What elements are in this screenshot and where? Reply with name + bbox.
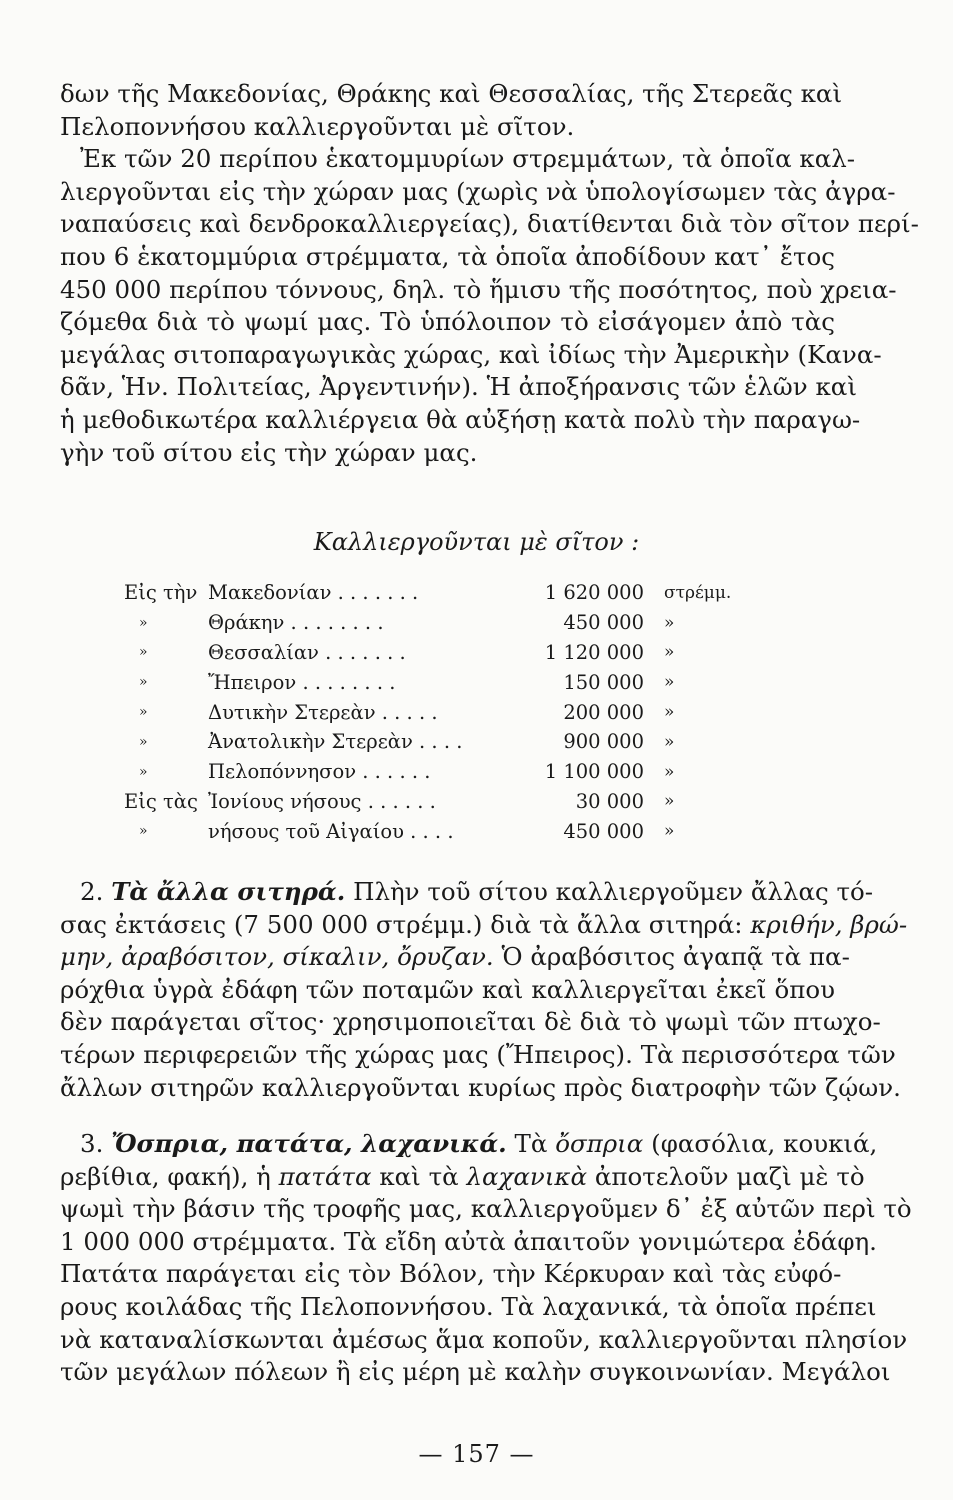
region-name: Δυτικὴν Στερεὰν bbox=[208, 700, 376, 724]
region-name: Πελοπόννησον bbox=[208, 760, 357, 784]
area-value: 1 120 000 bbox=[544, 640, 644, 664]
table-row bbox=[124, 787, 764, 817]
area-unit: στρέμμ. bbox=[664, 582, 732, 603]
text-line: μεγάλας σιτοπαραγωγικὰς χώρας, καὶ ἰδίως τὴν Ἀμερικὴν (Κανα- bbox=[60, 339, 882, 369]
text-line: ναπαύσεις καὶ δενδροκαλλιεργείας), διατίθενται διὰ τὸν σῖτον περί- bbox=[60, 209, 919, 239]
leader-dots: . . . . . . bbox=[367, 789, 436, 813]
area-unit: » bbox=[664, 642, 675, 663]
wheat-table-title: Καλλιεργοῦνται μὲ σῖτον : bbox=[313, 528, 640, 556]
area-unit: » bbox=[664, 731, 675, 752]
text-line: Πατάτα παράγεται εἰς τὸν Βόλον, τὴν Κέρκυραν καὶ τὰς εὐφό- bbox=[60, 1259, 842, 1289]
area-unit: » bbox=[664, 612, 675, 633]
text-line: τῶν μεγάλων πόλεων ἢ εἰς μέρη μὲ καλὴν συγκοινωνίαν. Μεγάλοι bbox=[60, 1357, 891, 1387]
text-line: γὴν τοῦ σίτου εἰς τὴν χώραν μας. bbox=[60, 437, 478, 467]
ditto-mark: » bbox=[139, 644, 148, 661]
area-unit: » bbox=[664, 672, 675, 693]
ditto-mark: » bbox=[139, 763, 148, 780]
area-unit: » bbox=[664, 791, 675, 812]
table-row bbox=[124, 757, 764, 787]
text-line: δᾶν, Ἡν. Πολιτείας, Ἀργεντινήν). Ἡ ἀποξήρανσις τῶν ἑλῶν καὶ bbox=[60, 372, 857, 402]
section-heading: Τὰ ἄλλα σιτηρά. bbox=[111, 877, 346, 906]
leader-dots: . . . . bbox=[410, 819, 454, 843]
area-value: 30 000 bbox=[575, 789, 644, 813]
area-value: 450 000 bbox=[563, 819, 644, 843]
text-line: που 6 ἑκατομμύρια στρέμματα, τὰ ὁποῖα ἀποδίδουν κατ᾽ ἔτος bbox=[60, 241, 835, 271]
leader-dots: . . . . . . bbox=[362, 760, 431, 784]
area-value: 1 100 000 bbox=[544, 760, 644, 784]
text-line: τέρων περιφερειῶν τῆς χώρας μας (Ἤπειρος). Τὰ περισσότερα τῶν bbox=[60, 1039, 896, 1069]
section-legumes-potato-vegetables bbox=[60, 1128, 912, 1389]
leader-dots: . . . . . bbox=[381, 700, 438, 724]
ditto-mark: » bbox=[139, 704, 148, 721]
wheat-distribution-table bbox=[124, 578, 764, 846]
text-line: ζόμεθα διὰ τὸ ψωμί μας. Τὸ ὑπόλοιπον τὸ εἰσάγομεν ἀπὸ τὰς bbox=[60, 307, 835, 337]
table-row bbox=[124, 667, 764, 697]
ditto-mark: » bbox=[139, 674, 148, 691]
text-line: λιεργοῦνται εἰς τὴν χώραν μας (χωρὶς νὰ ὑπολογίσωμεν τὰς ἀγρα- bbox=[60, 176, 896, 206]
table-row bbox=[124, 727, 764, 757]
ditto-mark: » bbox=[139, 614, 148, 631]
text-line: ἡ μεθοδικωτέρα καλλιέργεια θὰ αὐξήσῃ κατὰ πολὺ τὴν παραγω- bbox=[60, 404, 861, 434]
leader-dots: . . . . . . . . bbox=[302, 670, 396, 694]
section-number: 3. bbox=[80, 1129, 104, 1158]
table-row bbox=[124, 638, 764, 668]
text-line: μην, ἀραβόσιτον, σίκαλιν, ὄρυζαν. Ὁ ἀραβόσιτος ἀγαπᾷ τὰ πα- bbox=[60, 942, 850, 972]
text-line: ἄλλων σιτηρῶν καλλιεργοῦνται κυρίως πρὸς διατροφὴν τῶν ζῴων. bbox=[60, 1072, 901, 1102]
region-name: Μακεδονίαν bbox=[208, 581, 332, 605]
table-row bbox=[124, 697, 764, 727]
region-name: Ἤπειρον bbox=[208, 670, 297, 694]
leader-dots: . . . . . . . bbox=[325, 640, 406, 664]
area-unit: » bbox=[664, 821, 675, 842]
table-row bbox=[124, 608, 764, 638]
area-value: 150 000 bbox=[563, 670, 644, 694]
leader-dots: . . . . . . . . bbox=[290, 611, 384, 635]
region-prefix: Εἰς τὰς bbox=[124, 789, 198, 813]
table-row bbox=[124, 578, 764, 608]
region-name: νήσους τοῦ Αἰγαίου bbox=[208, 819, 404, 843]
text-line: δὲν παράγεται σῖτος· χρησιμοποιεῖται δὲ διὰ τὸ ψωμὶ τῶν πτωχο- bbox=[60, 1007, 881, 1037]
text-line: Πελοποννήσου καλλιεργοῦνται μὲ σῖτον. bbox=[60, 111, 575, 141]
text-line: 2. Τὰ ἄλλα σιτηρά. Πλὴν τοῦ σίτου καλλιεργοῦμεν ἄλλας τό- bbox=[80, 877, 874, 906]
region-name: Θεσσαλίαν bbox=[208, 640, 319, 664]
text-line: Ἐκ τῶν 20 περίπου ἑκατομμυρίων στρεμμάτων, τὰ ὁποῖα καλ- bbox=[80, 144, 856, 174]
region-name: Ἀνατολικὴν Στερεὰν bbox=[208, 730, 413, 754]
paragraph-wheat-intro bbox=[60, 78, 919, 469]
leader-dots: . . . . . . . bbox=[337, 581, 419, 605]
page-number: — 157 — bbox=[418, 1440, 535, 1468]
ditto-mark: » bbox=[139, 733, 148, 750]
section-heading: Ὄσπρια, πατάτα, λαχανικά. bbox=[111, 1129, 507, 1158]
text-line: 3. Ὄσπρια, πατάτα, λαχανικά. Τὰ ὄσπρια (φασόλια, κουκιά, bbox=[80, 1129, 878, 1158]
area-value: 200 000 bbox=[563, 700, 644, 724]
area-value: 1 620 000 bbox=[544, 581, 644, 605]
text-line: ρεβίθια, φακή), ἡ πατάτα καὶ τὰ λαχανικὰ ἀποτελοῦν μαζὶ μὲ τὸ bbox=[60, 1161, 865, 1191]
text-line: 450 000 περίπου τόννους, δηλ. τὸ ἥμισυ τῆς ποσότητος, ποὺ χρεια- bbox=[60, 274, 897, 304]
text-line: ρόχθια ὑγρὰ ἐδάφη τῶν ποταμῶν καὶ καλλιεργεῖται ἐκεῖ ὅπου bbox=[60, 974, 835, 1004]
table-row bbox=[124, 816, 764, 846]
leader-dots: . . . . bbox=[419, 730, 463, 754]
area-unit: » bbox=[664, 761, 675, 782]
section-number: 2. bbox=[80, 877, 104, 906]
region-name: Θράκην bbox=[208, 611, 285, 635]
text-line: νὰ καταναλίσκωνται ἀμέσως ἅμα κοποῦν, καλλιεργοῦνται πλησίον bbox=[60, 1324, 908, 1354]
region-name: Ἰονίους νήσους bbox=[208, 789, 362, 813]
region-prefix: Εἰς τὴν bbox=[124, 581, 198, 605]
text-line: σας ἐκτάσεις (7 500 000 στρέμμ.) διὰ τὰ ἄλλα σιτηρά: κριθήν, βρώ- bbox=[60, 909, 908, 939]
area-value: 450 000 bbox=[563, 611, 644, 635]
section-other-cereals bbox=[60, 876, 908, 1104]
text-line: 1 000 000 στρέμματα. Τὰ εἴδη αὐτὰ ἀπαιτοῦν γονιμώτερα ἐδάφη. bbox=[60, 1226, 877, 1256]
area-unit: » bbox=[664, 702, 675, 723]
text-line: ρους κοιλάδας τῆς Πελοποννήσου. Τὰ λαχανικά, τὰ ὁποῖα πρέπει bbox=[60, 1291, 877, 1321]
area-value: 900 000 bbox=[563, 730, 644, 754]
ditto-mark: » bbox=[139, 823, 148, 840]
text-line: δων τῆς Μακεδονίας, Θράκης καὶ Θεσσαλίας, τῆς Στερεᾶς καὶ bbox=[60, 79, 843, 108]
text-line: ψωμὶ τὴν βάσιν τῆς τροφῆς μας, καλλιεργοῦμεν δ᾽ ἐξ αὐτῶν περὶ τὸ bbox=[60, 1194, 912, 1224]
